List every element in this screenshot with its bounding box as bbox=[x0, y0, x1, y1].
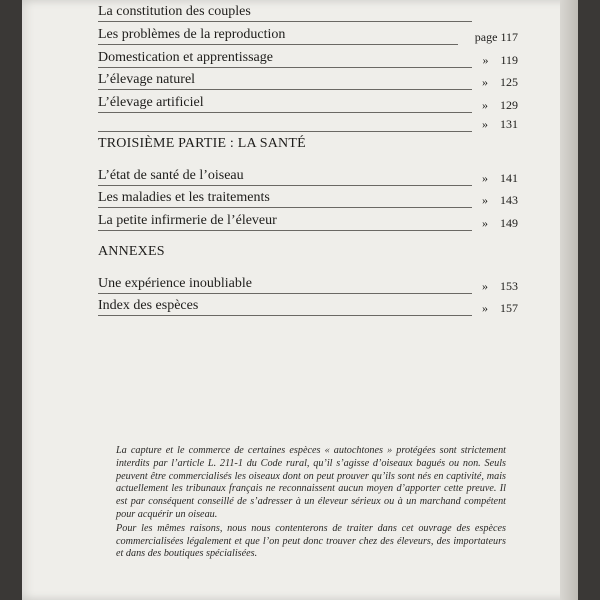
toc-entry-title: L’élevage naturel bbox=[98, 72, 195, 90]
toc-entry-page: » 143 bbox=[482, 193, 518, 207]
section-heading: ANNEXES bbox=[98, 244, 165, 259]
legal-notice bbox=[116, 445, 506, 562]
toc-entry-title: Les problèmes de la reproduction bbox=[98, 27, 285, 45]
toc-leader-line bbox=[204, 111, 472, 113]
toc-entry bbox=[98, 95, 518, 113]
toc-leader-line bbox=[252, 292, 472, 294]
toc-entry-page: » 153 bbox=[482, 279, 518, 293]
toc-leader-line bbox=[244, 184, 472, 186]
toc-entry bbox=[98, 168, 518, 186]
toc-entry-page: » 125 bbox=[482, 75, 518, 89]
toc-entry-title: Une expérience inoubliable bbox=[98, 276, 252, 294]
toc-leader-line bbox=[251, 20, 472, 22]
toc-leader-line bbox=[198, 314, 472, 316]
toc-entry-page: » 119 bbox=[482, 53, 518, 67]
toc-entry bbox=[98, 27, 518, 45]
toc-entry-page: » 149 bbox=[482, 216, 518, 230]
toc-entry bbox=[98, 72, 518, 90]
toc-entry bbox=[98, 213, 518, 231]
toc-entry-page: » 129 bbox=[482, 98, 518, 112]
toc-entry-title: La petite infirmerie de l’éleveur bbox=[98, 213, 277, 231]
toc-entry bbox=[98, 190, 518, 208]
toc-entry-title: Les maladies et les traitements bbox=[98, 190, 270, 208]
toc-leader-line bbox=[277, 229, 472, 231]
toc-leader-line bbox=[270, 206, 472, 208]
toc-entry-page: page 117 bbox=[474, 30, 518, 44]
toc-leader-line bbox=[195, 88, 472, 90]
toc-entry-page: » 131 bbox=[482, 117, 518, 131]
toc-leader-line bbox=[273, 66, 472, 68]
notice-paragraph: Pour les mêmes raisons, nous nous contenterons de traiter dans cet ouvrage des espèces commercialisées légalement et que l’on peut donc trouver chez des éleveurs, des importateurs et dans des boutiques spécialisées. bbox=[116, 522, 506, 560]
toc-entry-page: » 157 bbox=[482, 301, 518, 315]
section-heading: TROISIÈME PARTIE : LA SANTÉ bbox=[98, 136, 306, 151]
toc-entry-page: » 141 bbox=[482, 171, 518, 185]
toc-leader-line bbox=[285, 43, 458, 45]
toc-entry-title: L’état de santé de l’oiseau bbox=[98, 168, 244, 186]
page-edge-shadow bbox=[560, 0, 578, 600]
toc-entry-title: Index des espèces bbox=[98, 298, 198, 316]
toc-entry bbox=[98, 4, 518, 22]
toc-entry bbox=[98, 276, 518, 294]
toc-entry bbox=[98, 50, 518, 68]
toc-leader-line bbox=[98, 130, 472, 132]
toc-entry-page bbox=[472, 7, 518, 22]
book-page bbox=[22, 0, 578, 600]
toc-entry bbox=[98, 298, 518, 316]
toc-entry-title: L’élevage artificiel bbox=[98, 95, 204, 113]
toc-entry bbox=[98, 114, 518, 132]
notice-paragraph: La capture et le commerce de certaines espèces « autochtones » protégées sont strictement interdits par l’article L. 211-1 du Code rural, qu’il s’agisse d’oiseaux bagués ou non. Seuls peuvent être commercialisés les oiseaux dont on peut prouver qu’ils sont nés en captivité, mais actuellement les tribunaux français ne reconnaissent aucun moyen d’apporter cette preuve. Il est par conséquent conseillé de s’adresser à un éleveur sérieux ou à un marchand compétent pour acquérir un oiseau. bbox=[116, 445, 506, 520]
toc-entry-title: Domestication et apprentissage bbox=[98, 50, 273, 68]
toc-entry-title: La constitution des couples bbox=[98, 4, 251, 22]
